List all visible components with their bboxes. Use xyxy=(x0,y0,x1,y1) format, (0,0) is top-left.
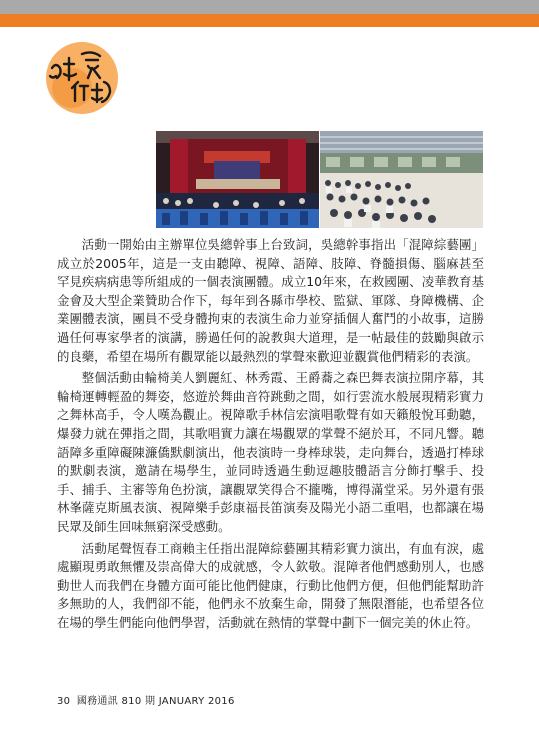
header-orange-bar xyxy=(0,14,539,27)
article-body xyxy=(57,236,484,635)
page-number: 30 xyxy=(57,696,71,707)
header-gray-bar xyxy=(0,0,539,14)
stage-performance-photo xyxy=(156,131,319,228)
article-paragraph-2: 整個活動由輪椅美人劉麗紅、林秀霞、王爵蕎之森巴舞表演拉開序幕，其輪椅運轉輕盈的舞姿，悠遊於舞曲音符跳動之間，如行雲流水般展現精彩實力之舞林高手，令人嘆為觀止。視障歌手林信宏演唱歌聲有如天籟般悅耳動聽，爆發力就在彈指之間，其歌唱實力讓在場觀眾的掌聲不絕於耳，不同凡響。聽語障多重障礙陳濂僑默劇演出，他表演時一身棒球裝，走向舞台，透過打棒球的默劇表演，邀請在場學生，並同時透過生動逗趣肢體語言分飾打擊手、投手、捕手、主審等角色扮演，讓觀眾笑得合不攏嘴，博得滿堂采。另外還有張林峯薩克斯風表演、視障樂手彭康福長笛演奏及陽光小語二重唱，也都讓在場民眾及師生回味無窮深受感動。 xyxy=(57,370,484,534)
article-paragraph-1: 活動一開始由主辦單位吳總幹事上台致詞，吳總幹事指出「混障綜藝團」成立於2005年，這是一支由聽障、視障、語障、肢障、脊髓損傷、腦麻甚至罕見疾病病患等所組成的一個表演團體。成立10年來，在救國團、凌華教育基金會及大型企業贊助合作下，每年到各縣市學校、監獄、軍隊、身障機構、企業團體表演，團員不受身體拘束的表演生命力並穿插個人奮鬥的小故事，這勝過任何專家學者的演講，勝過任何的說教與大道理，是一帖最佳的鼓勵與啟示的良藥，希望在場所有觀眾能以最熱烈的掌聲來歡迎並觀賞他們精彩的表演。 xyxy=(57,237,484,364)
article-paragraph-3: 活動尾聲恆春工商賴主任指出混障綜藝團其精彩實力演出，有血有淚，處處顯現勇敢無懼及崇高偉大的成就感，令人欽敬。混障者他們感動別人，也感動世人而我們在身體方面可能比他們健康，行動比他們方便，但他們能幫助許多無助的人，我們卻不能，他們永不放棄生命，開發了無限潛能，也希望各位在場的學生們能向他們學習，活動就在熱情的掌聲中劃下一個完美的休止符。 xyxy=(57,540,484,630)
calligraphy-logo xyxy=(42,38,120,116)
audience-hall-photo xyxy=(320,131,483,228)
audience-photo-image xyxy=(320,131,483,228)
page-footer xyxy=(57,692,235,707)
stage-photo-image xyxy=(156,131,319,228)
calligraphy-logo-icon xyxy=(42,38,120,116)
publication-info: 國務通訊 810 期 JANUARY 2016 xyxy=(76,696,235,707)
